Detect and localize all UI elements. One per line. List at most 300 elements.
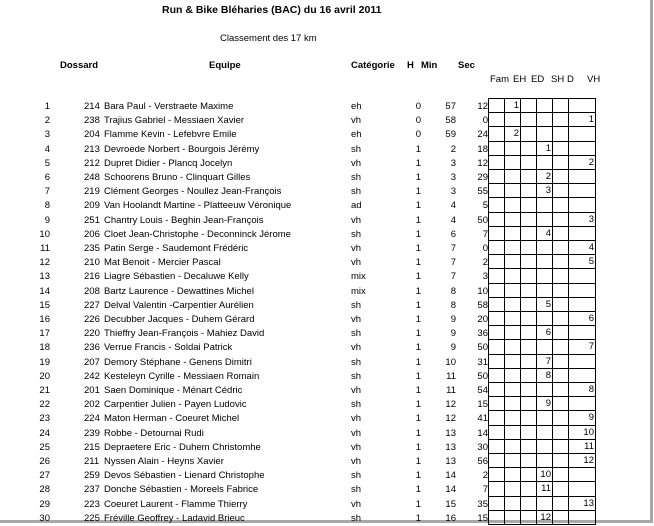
- row-hours: 1: [415, 200, 421, 212]
- row-rank: 29: [39, 498, 50, 510]
- category-cell: [504, 226, 520, 241]
- row-hours: 1: [415, 498, 421, 510]
- category-cell: [488, 226, 504, 241]
- row-rank: 21: [39, 385, 50, 396]
- row-rank: 22: [39, 399, 50, 411]
- row-seconds: 56: [477, 456, 488, 467]
- category-cell: [552, 283, 568, 298]
- row-category: vh: [351, 342, 362, 354]
- row-bib: 259: [84, 470, 100, 482]
- row-seconds: 10: [477, 285, 488, 297]
- category-cell: [520, 141, 536, 156]
- row-bib: 225: [84, 512, 100, 524]
- category-cell: [552, 396, 568, 411]
- category-cell: [504, 510, 520, 525]
- category-cell: 4: [536, 226, 552, 241]
- category-cell: [552, 510, 568, 525]
- category-cell: [520, 183, 536, 198]
- row-team: Maton Herman - Coeuret Michel: [104, 413, 240, 425]
- row-category: vh: [351, 413, 362, 425]
- row-minutes: 4: [450, 200, 456, 212]
- row-rank: 14: [39, 285, 50, 297]
- row-bib: 215: [84, 441, 100, 453]
- header-categorie: Catégorie: [351, 60, 395, 71]
- row-hours: 1: [415, 512, 421, 524]
- row-minutes: 6: [450, 228, 456, 240]
- row-rank: 7: [44, 186, 50, 198]
- row-bib: 220: [84, 328, 100, 340]
- row-team: Depraetere Eric - Duhem Christomhe: [104, 441, 261, 453]
- category-cell: [568, 510, 596, 525]
- category-cell: [504, 382, 520, 397]
- row-rank: 9: [44, 214, 50, 226]
- row-category: sh: [351, 484, 362, 496]
- row-team: Trajius Gabriel - Messiaen Xavier: [104, 115, 245, 127]
- category-cell: [520, 197, 536, 212]
- category-cell: [536, 98, 552, 113]
- row-seconds: 15: [477, 512, 488, 524]
- row-hours: 1: [415, 370, 421, 382]
- row-seconds: 18: [477, 143, 488, 155]
- category-cell: 6: [568, 311, 596, 326]
- category-cell: [488, 396, 504, 411]
- row-seconds: 50: [477, 214, 488, 226]
- row-hours: 1: [415, 157, 421, 169]
- row-team: Bartz Laurence - Dewattines Michel: [104, 285, 254, 297]
- category-cell: [536, 240, 552, 255]
- row-bib: 206: [84, 228, 100, 240]
- header-sec: Sec: [458, 60, 475, 71]
- row-rank: 12: [39, 257, 50, 269]
- category-cell: 11: [536, 481, 552, 496]
- row-minutes: 59: [445, 129, 456, 141]
- row-category: mix: [351, 285, 366, 297]
- row-minutes: 11: [446, 385, 456, 396]
- category-cell: [568, 283, 596, 298]
- row-team: Carpentier Julien - Payen Ludovic: [104, 399, 247, 411]
- category-cell: [520, 240, 536, 255]
- row-minutes: 4: [450, 214, 456, 226]
- row-bib: 239: [84, 427, 100, 439]
- header-dossard: Dossard: [60, 60, 99, 71]
- category-cell: 6: [536, 325, 552, 340]
- row-rank: 19: [39, 356, 50, 368]
- row-minutes: 3: [450, 157, 456, 169]
- category-cell: [504, 368, 520, 383]
- row-bib: 214: [84, 101, 100, 112]
- row-minutes: 3: [450, 172, 456, 183]
- category-cell: [520, 98, 536, 113]
- row-bib: 207: [84, 356, 100, 368]
- category-cell: [488, 126, 504, 141]
- category-cell: 9: [568, 410, 596, 425]
- category-cell: [552, 425, 568, 440]
- category-cell: 3: [536, 183, 552, 198]
- row-team: Chantry Louis - Beghin Jean-François: [104, 214, 264, 226]
- category-cell: 3: [568, 212, 596, 227]
- category-cell: [536, 410, 552, 425]
- category-cell: 5: [568, 254, 596, 269]
- category-cell: [520, 339, 536, 354]
- category-cell: 12: [568, 453, 596, 468]
- category-cell: [504, 212, 520, 227]
- header-sh: SH: [551, 74, 565, 85]
- document-title: Run & Bike Bléharies (BAC) du 16 avril 2011: [162, 4, 382, 16]
- row-minutes: 12: [445, 399, 456, 411]
- row-seconds: 20: [477, 314, 488, 325]
- row-rank: 6: [44, 172, 50, 183]
- row-bib: 224: [84, 413, 100, 425]
- category-cell: [504, 396, 520, 411]
- category-cell: [504, 339, 520, 354]
- category-cell: [552, 496, 568, 511]
- category-cell: [536, 439, 552, 454]
- category-cell: [488, 141, 504, 156]
- header-h: H: [407, 60, 414, 71]
- category-cell: [488, 183, 504, 198]
- row-hours: 1: [415, 328, 421, 340]
- category-cell: [504, 425, 520, 440]
- row-hours: 1: [415, 399, 421, 411]
- category-cell: [488, 197, 504, 212]
- category-cell: [536, 382, 552, 397]
- header-min: Min: [421, 60, 438, 71]
- header-vh: VH: [587, 74, 601, 85]
- category-cell: [536, 126, 552, 141]
- category-cell: [504, 155, 520, 170]
- row-seconds: 0: [482, 115, 488, 127]
- category-cell: [568, 98, 596, 113]
- category-cell: [504, 141, 520, 156]
- category-cell: [568, 126, 596, 141]
- row-hours: 1: [415, 413, 421, 425]
- category-cell: [552, 226, 568, 241]
- row-bib: 212: [84, 157, 100, 169]
- header-d: D: [567, 74, 574, 85]
- category-cell: [536, 339, 552, 354]
- category-cell: [552, 410, 568, 425]
- row-bib: 227: [84, 299, 100, 311]
- row-category: mix: [351, 271, 366, 283]
- category-cell: [552, 141, 568, 156]
- category-cell: [568, 297, 596, 312]
- category-cell: 2: [504, 126, 520, 141]
- category-cell: [536, 496, 552, 511]
- category-cell: [552, 169, 568, 184]
- row-team: Robbe - Detournai Rudi: [104, 427, 204, 439]
- header-equipe: Equipe: [209, 60, 241, 71]
- row-category: vh: [351, 115, 362, 127]
- row-team: Coeuret Laurent - Flamme Thierry: [104, 498, 248, 510]
- row-team: Flamme Kevin - Lefebvre Emile: [104, 129, 237, 141]
- row-rank: 25: [39, 441, 50, 453]
- category-cell: [552, 467, 568, 482]
- row-rank: 24: [39, 427, 50, 439]
- row-hours: 1: [415, 186, 421, 198]
- row-seconds: 50: [477, 342, 488, 354]
- category-cell: [488, 240, 504, 255]
- category-cell: [520, 155, 536, 170]
- row-seconds: 7: [482, 484, 488, 496]
- category-cell: [488, 112, 504, 127]
- category-cell: [488, 410, 504, 425]
- category-cell: [552, 254, 568, 269]
- row-bib: 226: [84, 314, 100, 325]
- row-minutes: 7: [450, 271, 456, 283]
- category-cell: [568, 481, 596, 496]
- category-cell: [488, 467, 504, 482]
- category-cell: [568, 169, 596, 184]
- row-category: vh: [351, 314, 362, 325]
- category-cell: [488, 354, 504, 369]
- row-category: vh: [351, 243, 362, 254]
- category-cell: [520, 396, 536, 411]
- category-cell: 1: [536, 141, 552, 156]
- category-cell: 7: [536, 354, 552, 369]
- category-cell: [520, 410, 536, 425]
- category-cell: [520, 126, 536, 141]
- row-seconds: 7: [482, 228, 488, 240]
- row-team: Verrue Francis - Soldai Patrick: [104, 342, 233, 354]
- category-cell: [536, 283, 552, 298]
- row-bib: 211: [84, 456, 100, 467]
- row-minutes: 13: [445, 427, 456, 439]
- row-category: sh: [351, 512, 362, 524]
- category-cell: [568, 197, 596, 212]
- row-rank: 30: [39, 512, 50, 524]
- category-cell: [536, 112, 552, 127]
- row-rank: 17: [39, 328, 50, 340]
- row-seconds: 50: [477, 370, 488, 382]
- category-cell: [488, 155, 504, 170]
- category-cell: [536, 268, 552, 283]
- row-rank: 5: [44, 157, 50, 169]
- row-seconds: 15: [477, 399, 488, 411]
- category-cell: [504, 439, 520, 454]
- row-minutes: 57: [445, 101, 456, 112]
- header-ed: ED: [531, 74, 545, 85]
- category-cell: [552, 325, 568, 340]
- row-hours: 1: [415, 257, 421, 269]
- category-cell: [488, 339, 504, 354]
- category-cell: 12: [536, 510, 552, 525]
- row-minutes: 11: [446, 370, 456, 382]
- row-bib: 242: [84, 370, 100, 382]
- category-cell: [568, 368, 596, 383]
- category-cell: [536, 155, 552, 170]
- row-bib: 216: [84, 271, 100, 283]
- row-team: Dupret Didier - Plancq Jocelyn: [104, 157, 233, 169]
- row-category: sh: [351, 143, 362, 155]
- row-seconds: 12: [477, 157, 488, 169]
- category-cell: [504, 311, 520, 326]
- category-cell: [520, 283, 536, 298]
- category-cell: [536, 254, 552, 269]
- row-minutes: 7: [450, 243, 456, 254]
- row-category: sh: [351, 172, 362, 183]
- row-seconds: 5: [482, 200, 488, 212]
- category-cell: [552, 155, 568, 170]
- category-cell: [552, 439, 568, 454]
- category-cell: [488, 254, 504, 269]
- row-hours: 0: [415, 101, 421, 112]
- category-cell: 9: [536, 396, 552, 411]
- row-bib: 235: [84, 243, 100, 254]
- row-minutes: 2: [450, 143, 456, 155]
- row-hours: 1: [415, 441, 421, 453]
- category-cell: 8: [568, 382, 596, 397]
- row-minutes: 14: [445, 470, 456, 482]
- category-cell: [488, 98, 504, 113]
- row-seconds: 2: [482, 470, 488, 482]
- row-team: Fréville Geoffrey - Ladavid Brieuc: [104, 512, 245, 524]
- row-bib: 204: [84, 129, 100, 141]
- category-cell: [520, 354, 536, 369]
- category-cell: [520, 467, 536, 482]
- category-cell: [504, 197, 520, 212]
- category-cell: [536, 453, 552, 468]
- category-cell: [504, 112, 520, 127]
- category-cell: [552, 339, 568, 354]
- row-rank: 13: [39, 271, 50, 283]
- category-cell: [520, 212, 536, 227]
- row-bib: 210: [84, 257, 100, 269]
- category-cell: [552, 311, 568, 326]
- row-team: Saen Dominique - Ménart Cédric: [104, 385, 243, 396]
- row-seconds: 2: [482, 257, 488, 269]
- row-seconds: 35: [477, 498, 488, 510]
- category-cell: [488, 368, 504, 383]
- category-cell: [504, 169, 520, 184]
- row-category: sh: [351, 328, 362, 340]
- row-bib: 248: [84, 172, 100, 183]
- row-category: sh: [351, 470, 362, 482]
- row-team: Decubber Jacques - Duhem Gérard: [104, 314, 255, 325]
- category-cell: [488, 496, 504, 511]
- category-cell: [520, 496, 536, 511]
- row-team: Patin Serge - Saudemont Frédéric: [104, 243, 249, 254]
- category-cell: 1: [504, 98, 520, 113]
- row-team: Thieffry Jean-François - Mahiez David: [104, 328, 265, 340]
- category-cell: [552, 297, 568, 312]
- row-category: vh: [351, 257, 362, 269]
- category-cell: [520, 510, 536, 525]
- category-cell: [520, 226, 536, 241]
- row-category: vh: [351, 427, 362, 439]
- category-cell: [488, 382, 504, 397]
- row-hours: 1: [415, 356, 421, 368]
- category-cell: [520, 382, 536, 397]
- category-cell: [488, 169, 504, 184]
- row-team: Demory Stéphane - Genens Dimitri: [104, 356, 252, 368]
- row-bib: 213: [84, 143, 100, 155]
- header-fam: Fam: [490, 74, 509, 85]
- category-cell: [568, 396, 596, 411]
- category-cell: [504, 268, 520, 283]
- row-category: vh: [351, 456, 362, 467]
- category-cell: [520, 481, 536, 496]
- category-cell: [504, 481, 520, 496]
- row-seconds: 12: [477, 101, 488, 112]
- category-cell: [552, 197, 568, 212]
- category-cell: [552, 368, 568, 383]
- category-cell: 4: [568, 240, 596, 255]
- row-hours: 1: [415, 484, 421, 496]
- category-cell: [504, 283, 520, 298]
- row-minutes: 15: [445, 498, 456, 510]
- row-hours: 1: [415, 314, 421, 325]
- row-team: Devos Sébastien - Lienard Christophe: [104, 470, 265, 482]
- category-cell: [552, 112, 568, 127]
- category-cell: [488, 325, 504, 340]
- category-cell: [568, 325, 596, 340]
- row-category: sh: [351, 370, 362, 382]
- row-category: sh: [351, 356, 362, 368]
- row-seconds: 58: [477, 299, 488, 311]
- row-bib: 208: [84, 285, 100, 297]
- row-category: sh: [351, 228, 362, 240]
- row-minutes: 9: [450, 342, 456, 354]
- category-cell: [504, 354, 520, 369]
- row-team: Liagre Sébastien - Decaluwe Kelly: [104, 271, 249, 283]
- category-cell: 8: [536, 368, 552, 383]
- row-category: vh: [351, 157, 362, 169]
- row-rank: 16: [39, 314, 50, 325]
- row-hours: 1: [415, 271, 421, 283]
- row-rank: 15: [39, 299, 50, 311]
- category-cell: [520, 453, 536, 468]
- row-category: vh: [351, 214, 362, 226]
- category-cell: [520, 254, 536, 269]
- row-category: sh: [351, 186, 362, 198]
- category-cell: 2: [536, 169, 552, 184]
- category-cell: [488, 425, 504, 440]
- category-cell: 2: [568, 155, 596, 170]
- row-team: Devroede Norbert - Bourgois Jérémy: [104, 143, 260, 155]
- row-rank: 2: [44, 115, 50, 127]
- category-cell: [520, 169, 536, 184]
- row-seconds: 54: [477, 385, 488, 396]
- category-cell: [488, 453, 504, 468]
- row-team: Van Hoolandt Martine - Platteeuw Véronique: [104, 200, 292, 212]
- category-cell: [552, 268, 568, 283]
- row-seconds: 30: [477, 441, 488, 453]
- category-cell: [536, 311, 552, 326]
- row-minutes: 10: [445, 356, 456, 368]
- row-category: eh: [351, 101, 362, 112]
- category-cell: [520, 268, 536, 283]
- category-cell: [488, 212, 504, 227]
- row-hours: 1: [415, 214, 421, 226]
- row-minutes: 8: [450, 285, 456, 297]
- category-cell: 10: [536, 467, 552, 482]
- category-cell: [504, 453, 520, 468]
- row-minutes: 14: [445, 484, 456, 496]
- row-team: Nyssen Alain - Heyns Xavier: [104, 456, 224, 467]
- row-category: sh: [351, 399, 362, 411]
- category-cell: [504, 410, 520, 425]
- row-rank: 11: [40, 243, 50, 254]
- category-cell: [520, 439, 536, 454]
- category-cell: [504, 183, 520, 198]
- category-cell: [504, 325, 520, 340]
- category-cell: [536, 212, 552, 227]
- row-hours: 0: [415, 115, 421, 127]
- row-team: Cloet Jean-Christophe - Deconninck Jérome: [104, 228, 291, 240]
- category-cell: 1: [568, 112, 596, 127]
- row-rank: 10: [39, 228, 50, 240]
- row-hours: 1: [415, 143, 421, 155]
